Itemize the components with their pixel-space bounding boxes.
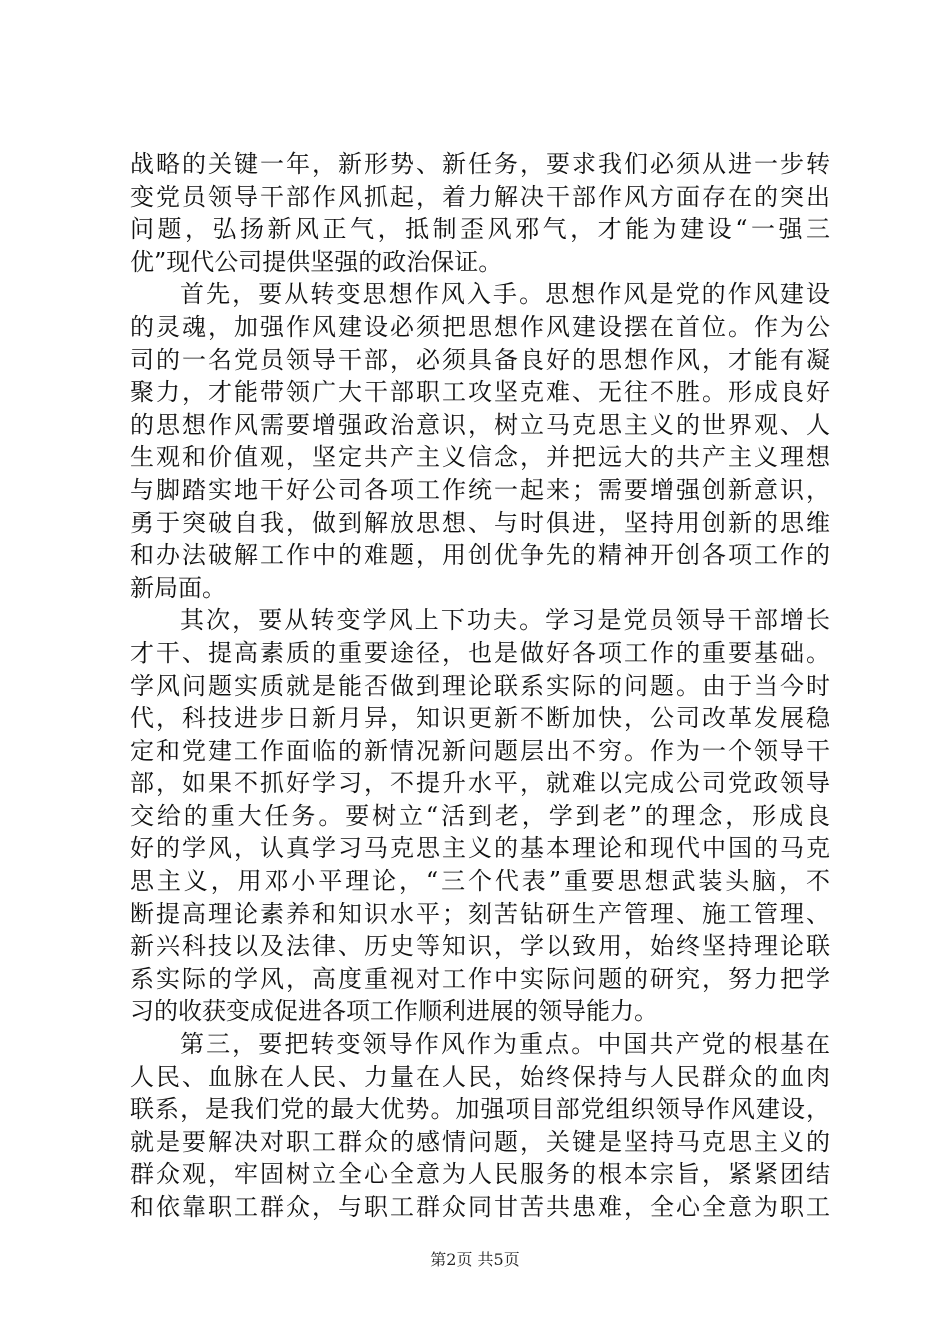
text-line: 代，科技进步日新月异，知识更新不断加快，公司改革发展稳	[130, 704, 830, 733]
text-line: 才干、提高素质的重要途径，也是做好各项工作的重要基础。	[130, 638, 830, 667]
page-number-label: 第2页 共5页	[430, 1250, 520, 1269]
text-line: 断提高理论素养和知识水平；刻苦钻研生产管理、施工管理、	[130, 899, 830, 928]
text-line: 第三，要把转变领导作风作为重点。中国共产党的根基在	[180, 1030, 830, 1059]
text-line: 的灵魂，加强作风建设必须把思想作风建设摆在首位。作为公	[130, 312, 830, 341]
text-line: 司的一名党员领导干部，必须具备良好的思想作风，才能有凝	[130, 345, 830, 374]
text-line: 就是要解决对职工群众的感情问题，关键是坚持马克思主义的	[130, 1127, 830, 1156]
text-line: 与脚踏实地干好公司各项工作统一起来；需要增强创新意识，	[130, 475, 830, 504]
text-line: 首先，要从转变思想作风入手。思想作风是党的作风建设	[180, 280, 830, 309]
text-line: 思主义，用邓小平理论，“三个代表”重要思想武装头脑，不	[130, 867, 830, 896]
text-line: 其次，要从转变学风上下功夫。学习是党员领导干部增长	[180, 606, 830, 635]
page-footer	[0, 1250, 950, 1270]
text-line: 部，如果不抓好学习，不提升水平，就难以完成公司党政领导	[130, 769, 830, 798]
text-line: 和依靠职工群众，与职工群众同甘苦共患难，全心全意为职工	[130, 1193, 830, 1221]
text-line: 变党员领导干部作风抓起，着力解决干部作风方面存在的突出	[130, 182, 830, 211]
text-line: 的思想作风需要增强政治意识，树立马克思主义的世界观、人	[130, 410, 830, 439]
text-line: 学风问题实质就是能否做到理论联系实际的问题。由于当今时	[130, 671, 830, 700]
text-line: 定和党建工作面临的新情况新问题层出不穷。作为一个领导干	[130, 736, 830, 765]
text-line: 优”现代公司提供坚强的政治保证。	[130, 247, 503, 276]
text-line: 系实际的学风，高度重视对工作中实际问题的研究，努力把学	[130, 964, 830, 993]
text-line: 战略的关键一年，新形势、新任务，要求我们必须从进一步转	[130, 150, 830, 178]
text-line: 交给的重大任务。要树立“活到老，学到老”的理念，形成良	[130, 801, 830, 830]
text-line: 联系，是我们党的最大优势。加强项目部党组织领导作风建设，	[130, 1095, 830, 1124]
text-line: 人民、血脉在人民、力量在人民，始终保持与人民群众的血肉	[130, 1062, 830, 1091]
text-line: 和办法破解工作中的难题，用创优争先的精神开创各项工作的	[130, 541, 830, 570]
text-line: 好的学风，认真学习马克思主义的基本理论和现代中国的马克	[130, 834, 830, 863]
text-line: 问题，弘扬新风正气，抵制歪风邪气，才能为建设“一强三	[130, 215, 830, 244]
text-line: 生观和价值观，坚定共产主义信念，并把远大的共产主义理想	[130, 443, 830, 472]
text-line: 新兴科技以及法律、历史等知识，学以致用，始终坚持理论联	[130, 932, 830, 961]
text-line: 群众观，牢固树立全心全意为人民服务的根本宗旨，紧紧团结	[130, 1160, 830, 1189]
document-body	[130, 148, 830, 1221]
text-line: 勇于突破自我，做到解放思想、与时俱进，坚持用创新的思维	[130, 508, 830, 537]
text-line: 新局面。	[130, 573, 226, 602]
text-line: 聚力，才能带领广大干部职工攻坚克难、无往不胜。形成良好	[130, 378, 830, 407]
text-line: 习的收获变成促进各项工作顺利进展的领导能力。	[130, 997, 658, 1026]
